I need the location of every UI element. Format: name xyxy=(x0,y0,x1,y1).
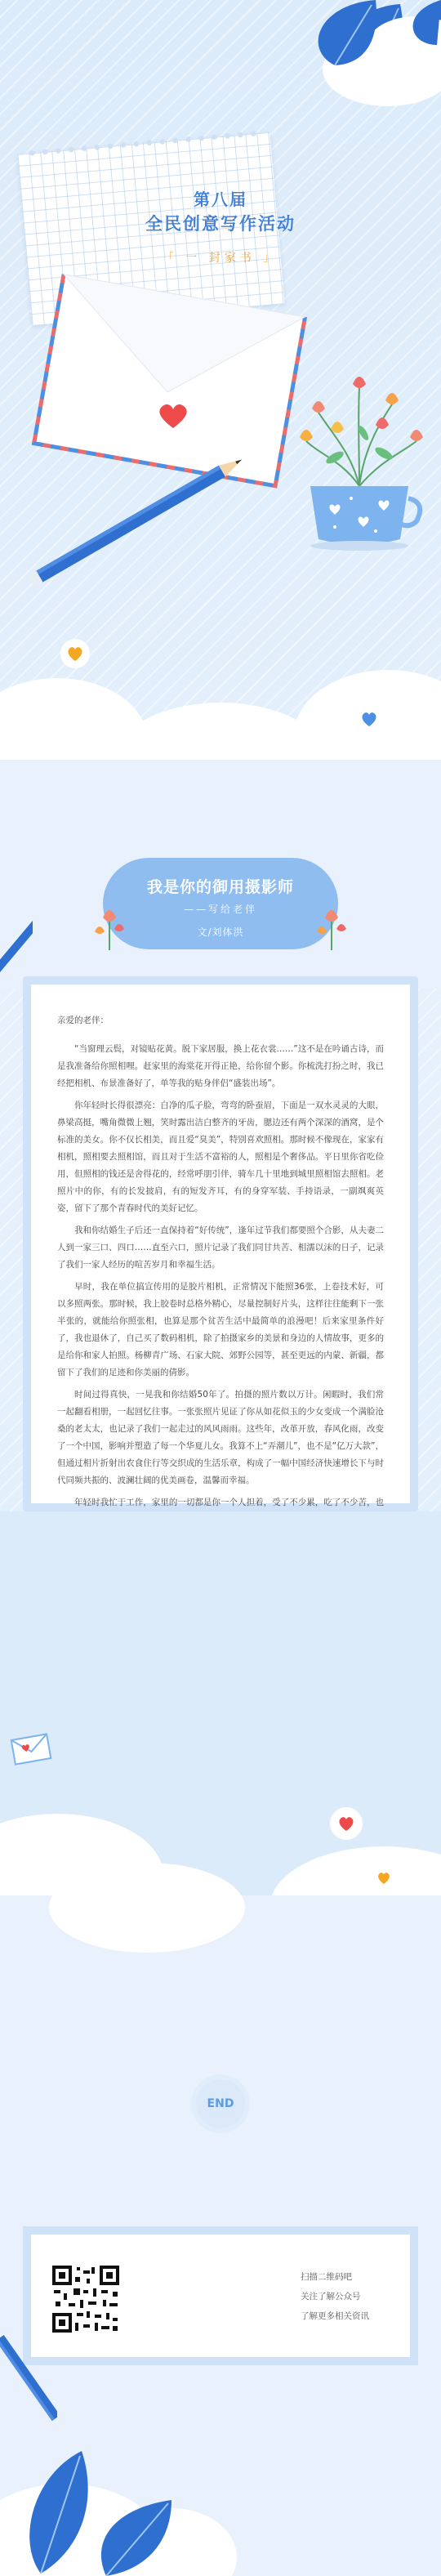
leaf-decoration-icon xyxy=(8,2418,188,2576)
letter-paragraph: 时间过得真快，一晃我和你结婚50年了。拍摄的照片数以万计。闲暇时，我们常一起翻看相册，一起回忆往事。一张张照片见证了你从如花似玉的少女变成一个满脸沧桑的老太太，也记录了我们一起走过的风风雨雨。这些年，改革开放，春风化雨，改变了一个中国，影响并塑造了每一个华夏儿女。我算不上“弄潮儿”，也不是“亿万大款”，但通过相片折射出农食住行等交织成的生活乐章，构成了一幅中国经济快速增长下与时代同频共振的、波澜壮阔的优美画卷，温馨而幸福。 xyxy=(57,1390,384,1485)
letter-paragraph: 早时，我在单位搞宣传用的是胶片相机，正常情况下能照36张，上卷技术好，可以多照两张。那时候，我上胶卷时总格外精心，尽量控制好片头，这样往往能剩下一张半张的，就能给你照张相，也算是那个贫苦生活中最简单的浪漫吧！后来家里条件好了，我也退休了，自己买了数码相机，除了拍摄家乡的美景和身边的人情故事，更多的是给你和家人拍照。杨柳青广场、石家大院、郊野公园等，甚至更远的内蒙、新疆，都留下了我们的足迹和你美丽的倩影。 xyxy=(57,1282,384,1377)
flower-pot-icon xyxy=(286,364,433,551)
qr-caption-line: 扫描二维码吧 xyxy=(301,2272,352,2282)
heart-icon xyxy=(157,402,189,430)
hero-title: 全民创意写作活动 xyxy=(145,214,296,234)
qr-caption-line: 了解更多相关资讯 xyxy=(301,2311,369,2321)
letter-greeting: 亲爱的老伴： xyxy=(57,1016,109,1025)
letter-paragraph: 你年轻时长得很漂亮：白净的瓜子脸，弯弯的卧蚕眉，下面是一双水灵灵的大眼，鼻梁高挺，嘴角微微上翘，笑时露出洁白整齐的牙齿，腮边还有两个深深的酒窝，是个标准的美女。你不仅长相美，而且爱“臭美”，特别喜欢照相。那时候不像现在，家家有相机，照相要去照相馆，而且对于生活不富裕的人，照相是个奢侈品。平日里你省吃俭用，但照相的钱还是舍得花的，经常呼朋引伴，骑车几十里地到城里照相馆去照相。老照片中的你，有的长发披肩，有的短发齐耳，有的身穿军装、手持语录，一副飒爽英姿，留下了那个青春时代的美好记忆。 xyxy=(57,1100,384,1213)
heart-bubble-icon xyxy=(368,1863,400,1895)
letter-paragraph: “当窗理云鬓，对镜贴花黄。脱下家居服，换上花衣裳……”这不是在吟诵古诗，而是我准备给你照相哩。赶家里的海棠花开得正艳，给你留个影。你梳洗打扮之时，我已经把相机、布景准备好了，单等我的贴身伴侣“盛装出场”。 xyxy=(57,1044,384,1088)
qr-caption xyxy=(301,2267,407,2326)
end-badge: END xyxy=(196,2079,245,2128)
letter-body xyxy=(31,984,410,1507)
leaf-decoration-icon xyxy=(286,0,441,90)
letter-subtitle: ——写给老伴 xyxy=(183,904,257,915)
letter-paragraph: 年轻时我忙于工作，家里的一切都是你一个人担着，受了不少累，吃了不少苦，也 xyxy=(74,1498,384,1507)
heart-bubble-icon xyxy=(57,637,93,673)
pencil-icon xyxy=(0,2328,57,2426)
qr-code-icon xyxy=(51,2264,121,2334)
letter-title: 我是你的御用摄影师 xyxy=(146,878,294,896)
envelope-icon xyxy=(8,1730,54,1768)
letter-paragraph: 我和你结婚生子后还一直保持着“好传统”，逢年过节我们都要照个合影，从夫妻二人到一家三口、四口……直至六口，照片记录了我们同甘共苦、相濡以沫的日子，记录了我们一家人经历的喧苦岁月和幸福生活。 xyxy=(57,1225,384,1270)
hero-edition: 第八届 xyxy=(194,190,247,209)
qr-caption-line: 关注了解公众号 xyxy=(301,2292,361,2301)
qr-card xyxy=(31,2234,410,2357)
heart-bubble-icon xyxy=(350,701,389,740)
letter-author: 文/刘体洪 xyxy=(197,926,244,938)
pencil-icon xyxy=(16,441,261,605)
heart-bubble-icon xyxy=(327,1806,366,1845)
cloud-decoration xyxy=(49,1863,245,1953)
hero-subtitle: 「 一 封家书 」 xyxy=(162,252,279,265)
